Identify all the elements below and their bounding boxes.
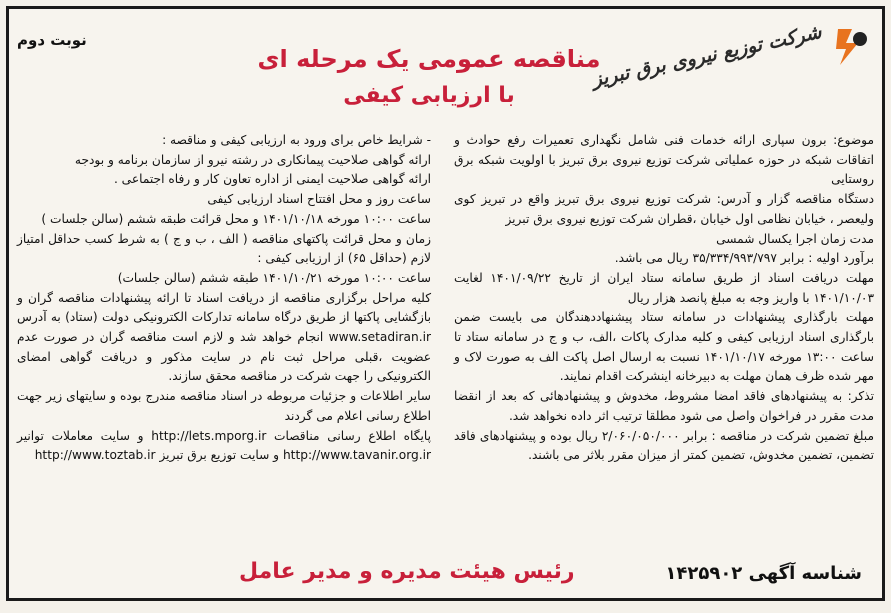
process-paragraph: کلیه مراحل برگزاری مناقصه از دریافت اسناد تا ارائه پیشنهادات مناقصه گران و بازگشایی پاکتها از طریق درگاه سامانه تدارکات الکترونیکی دولت (ستاد) به آدرس www.setadiran.ir انجام خواهد شد و لازم است مناقصه گران در صورت عدم عضویت ،قبلی مراحل ثبت نام در سایت مذکور و دریافت گواهی امضای الکترونیکی را جهت شرکت در مناقصه محقق سازند. <box>17 290 431 384</box>
websites-paragraph: پایگاه اطلاع رسانی مناقصات http://lets.mporg.ir و سایت معاملات توانیر http://www.tavanir.org.ir و سایت توزیع برق تبریز http://www.toztab.ir <box>17 428 431 463</box>
estimate-paragraph: برآورد اولیه : برابر ۳۵/۳۳۴/۹۹۳/۷۹۷ ریال می باشد. <box>614 251 874 266</box>
condition-item: ارائه گواهی صلاحیت پیمانکاری در رشته نیرو از سازمان برنامه و بودجه <box>74 152 431 167</box>
condition-item: ارائه گواهی صلاحیت ایمنی از اداره تعاون کار و رفاه اجتماعی . <box>113 172 431 187</box>
right-column <box>454 131 874 466</box>
submission-deadline-paragraph: مهلت بارگذاری پیشنهادات در سامانه ستاد پیشنهاددهندگان می بایست ضمن بارگذاری اسناد ارزیابی کیفی و کلیه مدارک پاکات ،الف، ب و ج در سامانه ستاد تا ساعت ۱۳:۰۰ مورخه ۱۴۰۱/۱۰/۱۷ نسبت به ارسال اصل پاکت الف به صورت لاک و مهر شده ظرف همان مهلت به دبیرخانه اینشرکت اقدام نمایند. <box>454 310 875 384</box>
notice-header <box>9 9 882 127</box>
organizer-paragraph: دستگاه مناقصه گزار و آدرس: شرکت توزیع نیروی برق تبریز واقع در تبریز کوی ولیعصر ، خیابان نظامی اول خیابان ،قطران شرکت توزیع نیروی برق تبریز <box>454 192 874 226</box>
duration-paragraph: مدت زمان اجرا یکسال شمسی <box>716 231 874 246</box>
notice-subtitle: با ارزیابی کیفی <box>343 83 515 108</box>
ad-id: شناسه آگهی ۱۴۲۵۹۰۲ <box>665 563 862 584</box>
company-logo <box>590 20 872 97</box>
round-label: نوبت دوم <box>17 31 87 49</box>
envelope-reading-paragraph: زمان و محل قرائت پاکتهای مناقصه ( الف ، ب و ج ) به شرط کسب حداقل امتیاز لازم (حداقل ۶۵) از ارزیابی کیفی : <box>17 231 431 266</box>
left-column <box>17 131 431 466</box>
conditions-heading: - شرایط خاص برای ورود به ارزیابی کیفی و مناقصه : <box>162 133 431 147</box>
subject-paragraph: موضوع: برون سپاری ارائه خدمات فنی شامل نگهداری تعمیرات رفع حوادث و اتفاقات شبکه در حوزه عملیاتی شرکت توزیع نیروی برق تبریز با اولویت شبکه برق روستایی <box>454 133 874 187</box>
guarantee-paragraph: مبلغ تضمین شرکت در مناقصه : برابر ۲/۰۶۰/۰۵۰/۰۰۰ ریال بوده و پیشنهادهای فاقد تضمین، تضمین مخدوش، تضمین کمتر از میزان مقرر بلاثر می باشند. <box>454 428 874 463</box>
document-deadline-paragraph: مهلت دریافت اسناد از طریق سامانه ستاد ایران از تاریخ ۱۴۰۱/۰۹/۲۲ لغایت ۱۴۰۱/۱۰/۰۳ با واریز وجه به مبلغ پانصد هزار ریال <box>454 270 874 305</box>
company-logo-text: شرکت توزیع نیروی برق تبریز <box>590 20 824 92</box>
tender-notice <box>6 6 885 601</box>
envelope-reading-time: ساعت ۱۰:۰۰ مورخه ۱۴۰۱/۱۰/۲۱ طبقه ششم (سالن جلسات) <box>117 270 431 285</box>
note-paragraph: تذکر: به پیشنهادهای فاقد امضا مشروط، مخدوش و پیشنهادهائی که بعد از انقضا مدت مقرر در فراخوان واصل می شود مطلقا ترتیب اثر داده نخواهد شد. <box>454 389 874 423</box>
info-paragraph: سایر اطلاعات و جزئیات مربوطه در اسناد مناقصه مندرج بوده و سایتهای زیر جهت اطلاع رسانی اعلام می گردند <box>17 389 431 423</box>
opening-time: ساعت ۱۰:۰۰ مورخه ۱۴۰۱/۱۰/۱۸ و محل قرائت طبقه ششم (سالن جلسات ) <box>41 211 431 226</box>
opening-heading: ساعت روز و محل افتتاح اسناد ارزیابی کیفی <box>207 192 431 207</box>
lightning-logo-icon <box>828 25 872 69</box>
signature-line: رئیس هیئت مدیره و مدیر عامل <box>239 559 575 584</box>
notice-title: مناقصه عمومی یک مرحله ای <box>257 45 601 73</box>
